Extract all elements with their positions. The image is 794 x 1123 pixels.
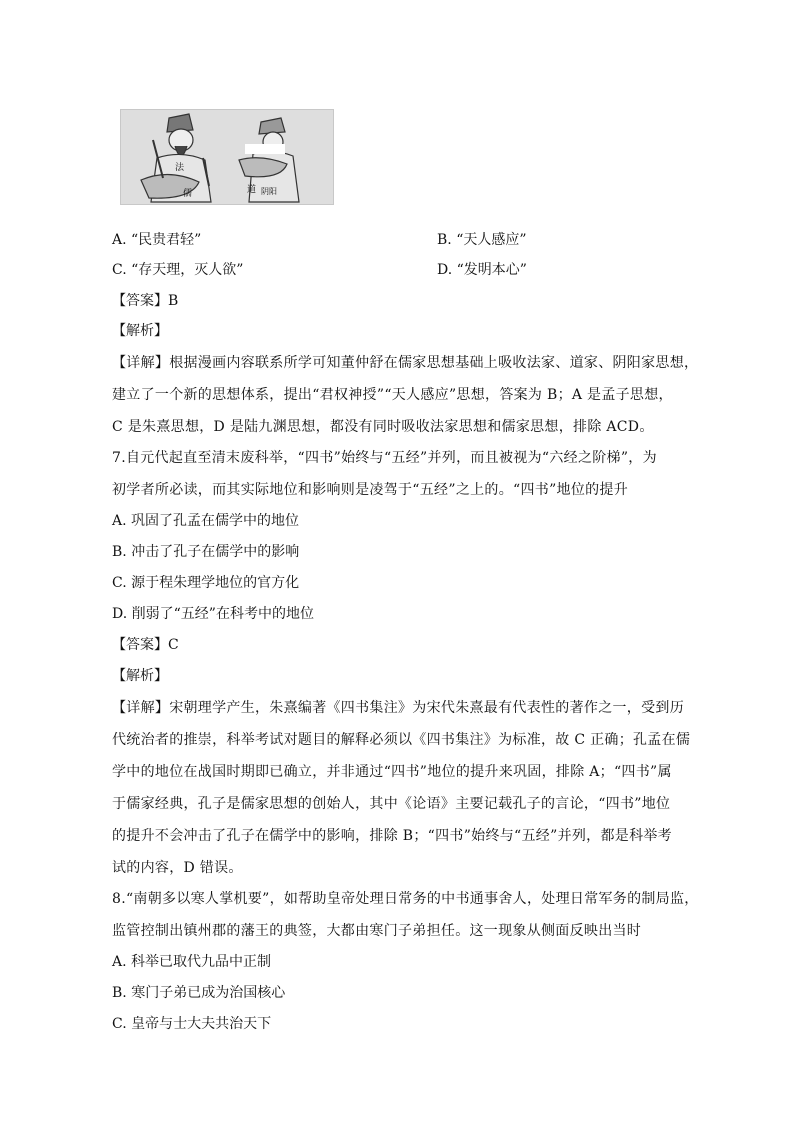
q8-option-b: B. 寒门子弟已成为治国核心 [112, 985, 286, 1001]
cartoon-label-fa: 法 [175, 163, 185, 173]
cartoon-image [120, 109, 334, 205]
q7-option-b: B. 冲击了孔子在儒学中的影响 [112, 544, 300, 560]
q8-stem-line-1: 8.“南朝多以寒人掌机要”，如帮助皇帝处理日常务的中书通事舍人，处理日常军务的制局监， [112, 891, 699, 907]
q7-detail-line-2: 代统治者的推崇，科举考试对题目的解释必须以《四书集注》为标准，故 C 正确；孔孟在儒 [112, 732, 691, 748]
cartoon-label-ru: 儒 [183, 189, 193, 199]
q6-option-b: B. “天人感应” [437, 232, 527, 248]
q7-detail-line-5: 的提升不会冲击了孔子在儒学中的影响，排除 B；“四书”始终与“五经”并列，都是科举考 [112, 828, 672, 844]
q7-answer: 【答案】C [112, 637, 179, 653]
q6-detail-line-2: 建立了一个新的思想体系，提出“君权神授”“天人感应”思想，答案为 B；A 是孟子思想， [112, 387, 673, 403]
q7-detail-line-4: 于儒家经典，孔子是儒家思想的创始人，其中《论语》主要记载孔子的言论，“四书”地位 [112, 796, 671, 812]
q7-detail-line-1: 【详解】宋朝理学产生，朱熹编著《四书集注》为宋代朱熹最有代表性的著作之一，受到历 [112, 700, 684, 716]
q7-detail-line-6: 试的内容，D 错误。 [112, 860, 243, 876]
q8-option-a: A. 科举已取代九品中正制 [112, 954, 272, 970]
q6-detail-line-3: C 是朱熹思想，D 是陆九渊思想，都没有同时吸收法家思想和儒家思想，排除 ACD。 [112, 419, 654, 435]
q7-option-a: A. 巩固了孔孟在儒学中的地位 [112, 513, 300, 529]
q6-detail-line-1: 【详解】根据漫画内容联系所学可知董仲舒在儒家思想基础上吸收法家、道家、阴阳家思想， [112, 355, 699, 371]
q8-option-c: C. 皇帝与士大夫共治天下 [112, 1016, 272, 1032]
q7-detail-line-3: 学中的地位在战国时期即已确立，并非通过“四书”地位的提升来巩固，排除 A；“四书”属 [112, 764, 672, 780]
q6-option-c: C. “存天理，灭人欲” [112, 262, 244, 278]
q7-option-c: C. 源于程朱理学地位的官方化 [112, 575, 300, 591]
cartoon-label-dao: 道 [247, 185, 257, 195]
q6-option-a: A. “民贵君轻” [112, 232, 202, 248]
q7-option-d: D. 削弱了“五经”在科考中的地位 [112, 606, 314, 622]
q6-answer: 【答案】B [112, 293, 179, 309]
left-figure-drawing [141, 114, 211, 202]
q7-stem-line-1: 7.自元代起直至清末废科举，“四书”始终与“五经”并列，而且被视为“六经之阶梯”，为 [112, 450, 657, 466]
q6-analysis-label: 【解析】 [112, 323, 168, 339]
q7-stem-line-2: 初学者所必读，而其实际地位和影响则是凌驾于“五经”之上的。“四书”地位的提升 [112, 482, 629, 498]
cartoon-label-yinyang: 阴阳 [261, 187, 277, 196]
q7-analysis-label: 【解析】 [112, 668, 168, 684]
q6-option-d: D. “发明本心” [437, 262, 527, 278]
q8-stem-line-2: 监管控制出镇州郡的藩王的典签，大都由寒门子弟担任。这一现象从侧面反映出当时 [112, 923, 642, 939]
